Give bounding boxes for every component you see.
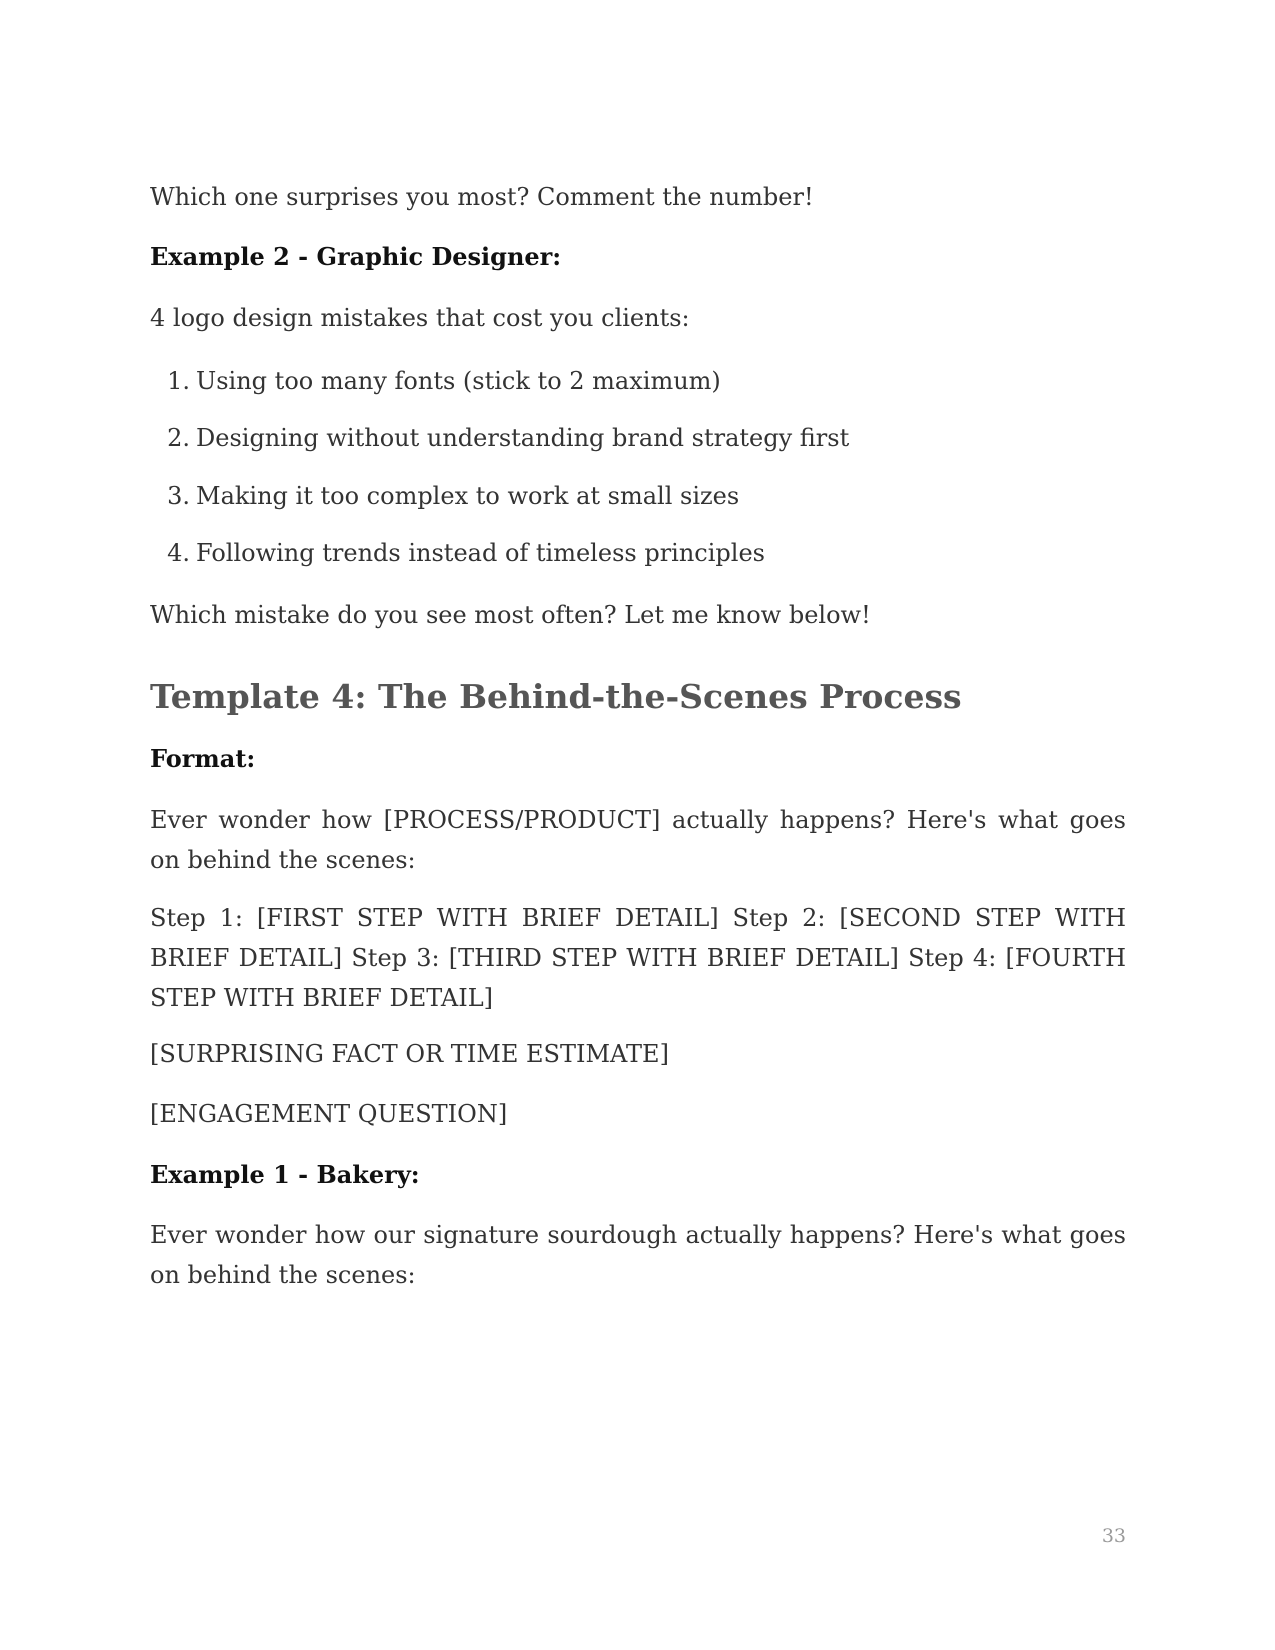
list-item — [150, 418, 1126, 458]
format-steps: Step 1: [FIRST STEP WITH BRIEF DETAIL] Step 2: [SECOND STEP WITH BRIEF DETAIL] Step 3: [THIRD STEP WITH BRIEF DETAIL] Step 4: [FOURTH STEP WITH BRIEF DETAIL] — [150, 904, 1126, 1012]
format-intro: Ever wonder how [PROCESS/PRODUCT] actually happens? Here's what goes on behind the scenes: — [150, 806, 1126, 874]
list-item-number: 1. — [167, 367, 190, 395]
example2-closing: Which mistake do you see most often? Let me know below! — [150, 601, 871, 629]
list-item — [150, 533, 1126, 573]
example1-heading: Example 1 - Bakery: — [150, 1160, 420, 1189]
page-number: 33 — [1101, 1525, 1126, 1547]
list-item — [150, 361, 1126, 401]
list-item-number: 2. — [167, 424, 190, 452]
example2-lead: 4 logo design mistakes that cost you clients: — [150, 304, 690, 332]
list-item — [150, 476, 1126, 516]
example1-text: Ever wonder how our signature sourdough actually happens? Here's what goes on behind the scenes: — [150, 1221, 1126, 1289]
example2-heading: Example 2 - Graphic Designer: — [150, 242, 562, 271]
list-item-text: Using too many fonts (stick to 2 maximum) — [196, 367, 721, 395]
document-page — [150, 0, 1126, 1650]
format-label: Format: — [150, 744, 256, 773]
list-item-number: 3. — [167, 482, 190, 510]
fact-placeholder: [SURPRISING FACT OR TIME ESTIMATE] — [150, 1040, 669, 1068]
question-placeholder: [ENGAGEMENT QUESTION] — [150, 1100, 508, 1128]
intro-question: Which one surprises you most? Comment the number! — [150, 183, 814, 211]
list-item-text: Designing without understanding brand strategy first — [196, 424, 850, 452]
list-item-number: 4. — [167, 539, 190, 567]
list-item-text: Making it too complex to work at small sizes — [196, 482, 740, 510]
template4-title: Template 4: The Behind-the-Scenes Process — [150, 677, 962, 716]
list-item-text: Following trends instead of timeless principles — [196, 539, 765, 567]
